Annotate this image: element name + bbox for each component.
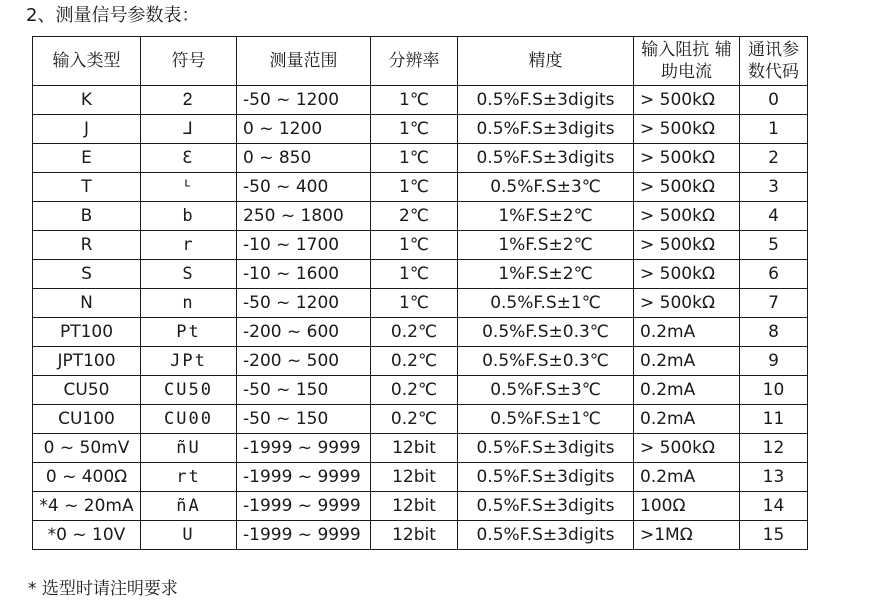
cell-accuracy: 0.5%F.S±1℃ [458,289,634,318]
cell-symbol: ᒻ [141,173,237,202]
table-row [33,521,808,550]
cell-impedance: >1MΩ [634,521,740,550]
table-row [33,231,808,260]
table-row [33,492,808,521]
section-heading: 2、测量信号参数表： [26,5,200,26]
cell-range: -1999 ~ 9999 [237,463,371,492]
cell-resolution: 0.2℃ [371,376,458,405]
cell-impedance: > 500kΩ [634,115,740,144]
table-row [33,289,808,318]
cell-input-type: R [33,231,141,260]
table-row [33,318,808,347]
cell-comm-code: 13 [740,463,808,492]
cell-comm-code: 11 [740,405,808,434]
table-row [33,86,808,115]
cell-impedance: 100Ω [634,492,740,521]
cell-comm-code: 14 [740,492,808,521]
cell-impedance: 0.2mA [634,376,740,405]
header-impedance: 输入阻抗 辅助电流 [634,37,740,86]
cell-accuracy: 0.5%F.S±0.3℃ [458,318,634,347]
cell-resolution: 1℃ [371,86,458,115]
cell-accuracy: 1%F.S±2℃ [458,231,634,260]
cell-accuracy: 0.5%F.S±3digits [458,434,634,463]
cell-input-type: B [33,202,141,231]
cell-impedance: 0.2mA [634,347,740,376]
cell-comm-code: 7 [740,289,808,318]
cell-symbol: Ɛ [141,144,237,173]
cell-input-type: J [33,115,141,144]
cell-comm-code: 12 [740,434,808,463]
cell-input-type: 0 ~ 50mV [33,434,141,463]
cell-resolution: 1℃ [371,173,458,202]
table-row [33,434,808,463]
cell-comm-code: 2 [740,144,808,173]
table-row [33,115,808,144]
table-row [33,347,808,376]
cell-symbol: CU50 [141,376,237,405]
cell-range: 0 ~ 1200 [237,115,371,144]
cell-resolution: 1℃ [371,144,458,173]
cell-impedance: > 500kΩ [634,231,740,260]
cell-symbol: ᒧ [141,115,237,144]
table-row [33,405,808,434]
cell-range: -200 ~ 600 [237,318,371,347]
cell-comm-code: 0 [740,86,808,115]
cell-range: -50 ~ 400 [237,173,371,202]
cell-range: 250 ~ 1800 [237,202,371,231]
cell-accuracy: 0.5%F.S±1℃ [458,405,634,434]
cell-resolution: 12bit [371,492,458,521]
cell-symbol: r [141,231,237,260]
cell-accuracy: 0.5%F.S±3digits [458,144,634,173]
cell-resolution: 12bit [371,521,458,550]
cell-impedance: > 500kΩ [634,173,740,202]
cell-comm-code: 3 [740,173,808,202]
cell-range: -50 ~ 1200 [237,289,371,318]
table-row [33,144,808,173]
cell-resolution: 0.2℃ [371,318,458,347]
cell-resolution: 12bit [371,463,458,492]
cell-input-type: *4 ~ 20mA [33,492,141,521]
cell-input-type: CU50 [33,376,141,405]
cell-impedance: 0.2mA [634,405,740,434]
cell-accuracy: 1%F.S±2℃ [458,260,634,289]
cell-input-type: JPT100 [33,347,141,376]
cell-input-type: S [33,260,141,289]
cell-range: -50 ~ 1200 [237,86,371,115]
cell-symbol: rt [141,463,237,492]
cell-range: -50 ~ 150 [237,405,371,434]
cell-resolution: 1℃ [371,115,458,144]
cell-input-type: T [33,173,141,202]
cell-input-type: E [33,144,141,173]
cell-range: -1999 ~ 9999 [237,434,371,463]
cell-input-type: N [33,289,141,318]
cell-range: -10 ~ 1600 [237,260,371,289]
cell-resolution: 2℃ [371,202,458,231]
cell-accuracy: 0.5%F.S±3digits [458,492,634,521]
cell-range: -1999 ~ 9999 [237,521,371,550]
cell-resolution: 12bit [371,434,458,463]
cell-symbol: ñU [141,434,237,463]
table-row [33,202,808,231]
table-body [33,86,808,550]
cell-symbol: ñA [141,492,237,521]
header-input-type: 输入类型 [33,37,141,86]
cell-accuracy: 0.5%F.S±3℃ [458,376,634,405]
cell-accuracy: 0.5%F.S±3digits [458,115,634,144]
cell-range: -10 ~ 1700 [237,231,371,260]
cell-input-type: *0 ~ 10V [33,521,141,550]
table-header-row [33,37,808,86]
table-row [33,260,808,289]
cell-range: -50 ~ 150 [237,376,371,405]
cell-impedance: > 500kΩ [634,289,740,318]
cell-comm-code: 5 [740,231,808,260]
cell-impedance: > 500kΩ [634,202,740,231]
cell-impedance: > 500kΩ [634,86,740,115]
cell-symbol: Pt [141,318,237,347]
cell-symbol: CU00 [141,405,237,434]
cell-impedance: > 500kΩ [634,434,740,463]
cell-input-type: PT100 [33,318,141,347]
cell-accuracy: 1%F.S±2℃ [458,202,634,231]
cell-input-type: 0 ~ 400Ω [33,463,141,492]
cell-impedance: > 500kΩ [634,144,740,173]
signal-parameter-table [32,36,808,550]
cell-comm-code: 8 [740,318,808,347]
table-row [33,376,808,405]
cell-comm-code: 4 [740,202,808,231]
cell-comm-code: 1 [740,115,808,144]
cell-impedance: > 500kΩ [634,260,740,289]
cell-impedance: 0.2mA [634,318,740,347]
cell-input-type: K [33,86,141,115]
cell-accuracy: 0.5%F.S±3digits [458,463,634,492]
cell-comm-code: 9 [740,347,808,376]
cell-accuracy: 0.5%F.S±0.3℃ [458,347,634,376]
cell-symbol: b [141,202,237,231]
cell-resolution: 0.2℃ [371,347,458,376]
header-comm-code: 通讯参 数代码 [740,37,808,86]
cell-accuracy: 0.5%F.S±3digits [458,521,634,550]
header-resolution: 分辨率 [371,37,458,86]
cell-symbol: U [141,521,237,550]
cell-resolution: 1℃ [371,260,458,289]
cell-comm-code: 15 [740,521,808,550]
cell-symbol: ᒿ [141,86,237,115]
header-range: 测量范围 [237,37,371,86]
cell-resolution: 1℃ [371,231,458,260]
table-row [33,173,808,202]
cell-symbol: JPt [141,347,237,376]
cell-resolution: 1℃ [371,289,458,318]
cell-symbol: n [141,289,237,318]
cell-range: -1999 ~ 9999 [237,492,371,521]
cell-accuracy: 0.5%F.S±3digits [458,86,634,115]
header-symbol: 符号 [141,37,237,86]
cell-range: -200 ~ 500 [237,347,371,376]
cell-range: 0 ~ 850 [237,144,371,173]
header-accuracy: 精度 [458,37,634,86]
cell-impedance: 0.2mA [634,463,740,492]
table-row [33,463,808,492]
cell-symbol: S [141,260,237,289]
footnote: * 选型时请注明要求 [28,579,178,599]
cell-input-type: CU100 [33,405,141,434]
cell-comm-code: 6 [740,260,808,289]
cell-resolution: 0.2℃ [371,405,458,434]
cell-comm-code: 10 [740,376,808,405]
cell-accuracy: 0.5%F.S±3℃ [458,173,634,202]
